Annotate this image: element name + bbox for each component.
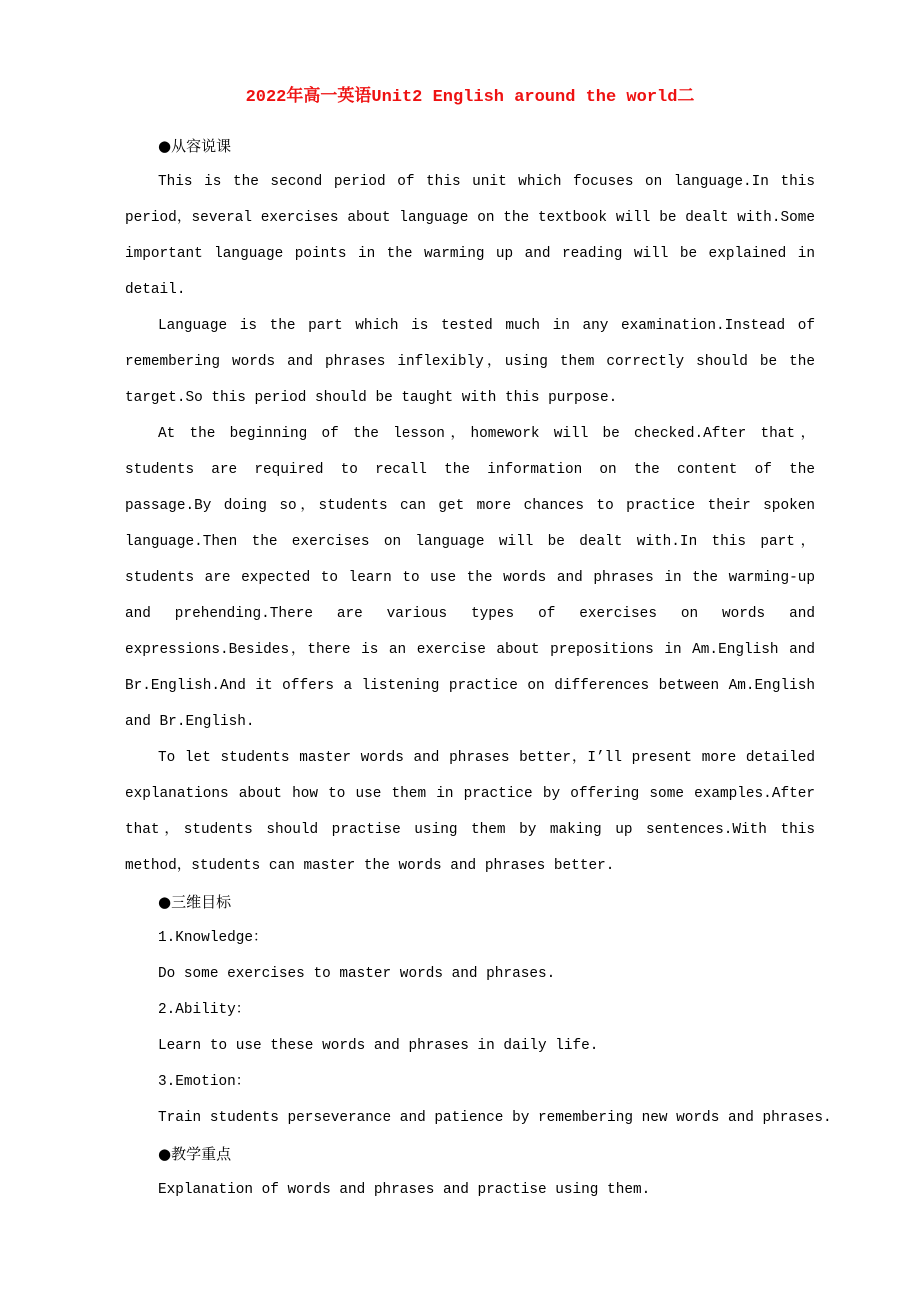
document-body — [125, 128, 832, 1208]
objective-text-knowledge: Do some exercises to master words and phrases. — [158, 966, 556, 982]
objective-text-emotion: Train students perseverance and patience by remembering new words and phrases. — [158, 1110, 832, 1126]
intro-paragraph: This is the second period of this unit which focuses on language.In this period，several exercises about language on the textbook will be dealt with.Some important language points in the warming up and reading will be explained in detail. — [125, 174, 815, 298]
objective-label-emotion: 3.Emotion： — [158, 1074, 251, 1090]
focus-text: Explanation of words and phrases and practise using them. — [158, 1182, 651, 1198]
objective-label-ability: 2.Ability： — [158, 1002, 251, 1018]
section-heading-objectives: ●三维目标 — [158, 893, 232, 911]
intro-paragraph: Language is the part which is tested much in any examination.Instead of remembering words and phrases inflexibly，using them correctly should be the target.So this period should be taught with this purpose. — [125, 318, 815, 406]
intro-paragraph: To let students master words and phrases better，I’ll present more detailed explanations about how to use them in practice by offering some examples.After that，students should practise using them by making up sentences.With this method，students can master the words and phrases better. — [125, 750, 815, 874]
objective-text-ability: Learn to use these words and phrases in daily life. — [158, 1038, 599, 1054]
section-heading-intro: ●从容说课 — [158, 137, 232, 155]
section-heading-focus: ●教学重点 — [158, 1145, 232, 1163]
objective-label-knowledge: 1.Knowledge： — [158, 930, 268, 946]
document-title: 2022年高一英语Unit2 English around the world二 — [245, 88, 695, 107]
intro-paragraph: At the beginning of the lesson，homework will be checked.After that，students are required to recall the information on the content of the passage.By doing so，students can get more chances to practice their spoken language.Then the exercises on language will be dealt with.In this part，students are expected to learn to use the words and phrases in the warming-up and prehending.There are various types of exercises on words and expressions.Besides，there is an exercise about prepositions in Am.English and Br.English.And it offers a listening practice on differences between Am.English and Br.English. — [125, 426, 815, 730]
